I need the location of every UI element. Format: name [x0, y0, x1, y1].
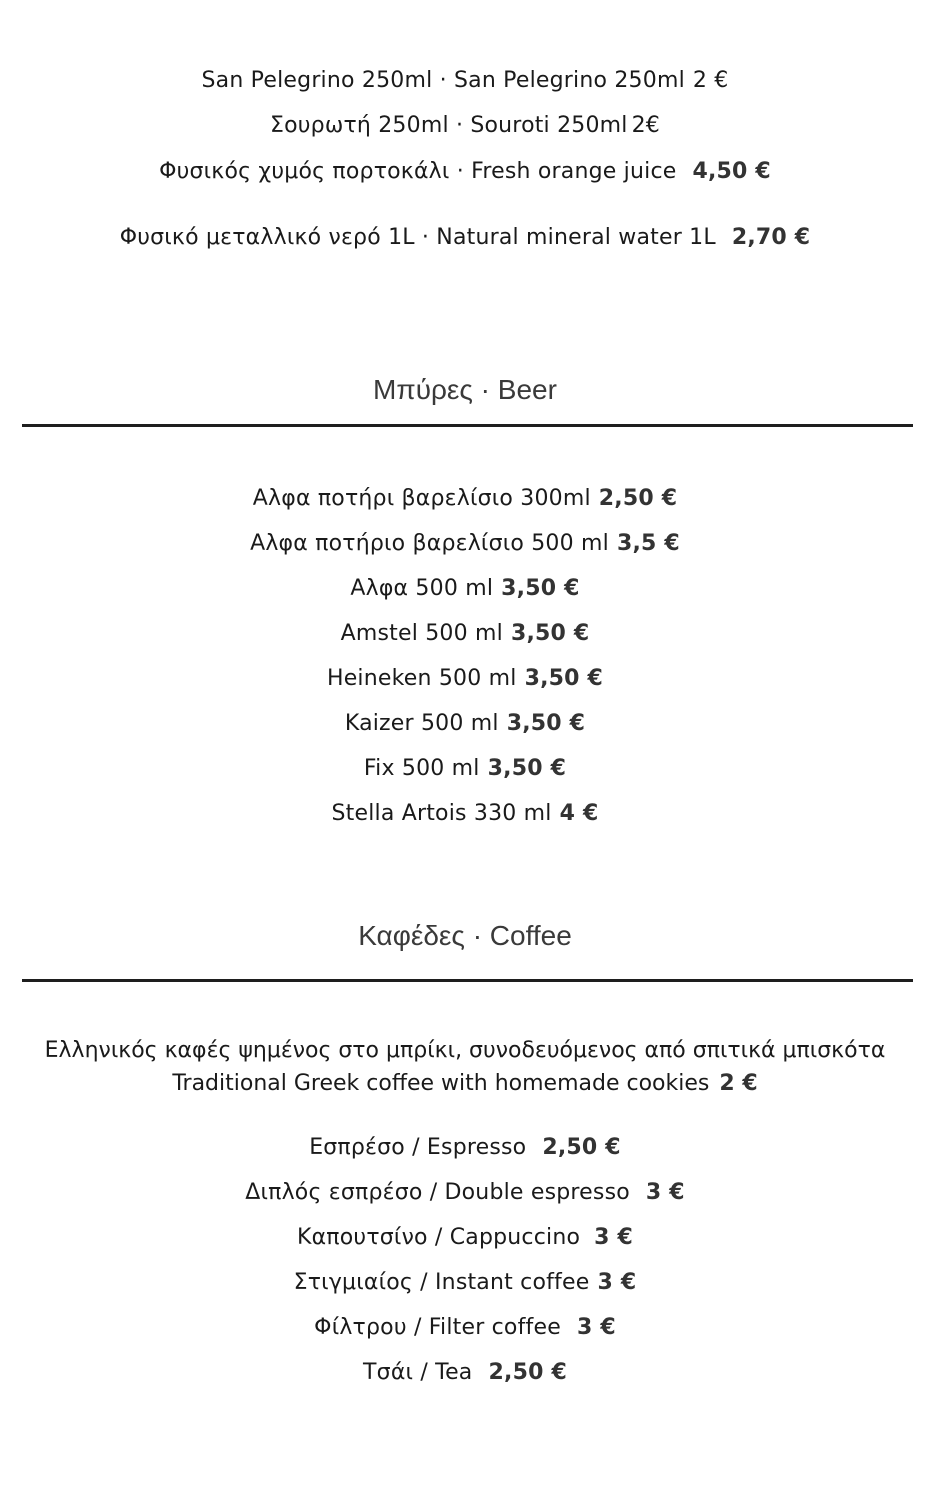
menu-item	[0, 709, 930, 739]
item-price: 2,50 €	[488, 1360, 567, 1385]
item-name: Σουρωτή 250ml · Souroti 250ml	[269, 113, 628, 138]
item-price: 3,50 €	[510, 621, 590, 646]
menu-item	[0, 1178, 930, 1208]
item-description-english: Traditional Greek coffee with homemade cookies	[172, 1071, 710, 1096]
menu-item	[0, 619, 930, 649]
item-price: 4,50 €	[692, 159, 771, 184]
menu-item	[0, 1358, 930, 1388]
item-price: 2€	[631, 113, 661, 138]
menu-item	[0, 111, 930, 141]
item-price: 3,50 €	[487, 756, 567, 781]
item-price: 3,5 €	[616, 531, 680, 556]
item-name: Εσπρέσο / Espresso	[309, 1135, 527, 1160]
menu-item	[0, 66, 930, 96]
menu-item-greek-coffee	[0, 1034, 930, 1100]
menu-item	[0, 1268, 930, 1298]
item-price: 2 €	[719, 1071, 758, 1096]
item-name: Διπλός εσπρέσο / Double espresso	[245, 1180, 630, 1205]
item-price: 2,50 €	[542, 1135, 621, 1160]
menu-item	[0, 1223, 930, 1253]
menu-item	[0, 1133, 930, 1163]
item-price: 4 €	[559, 801, 599, 826]
menu-item	[0, 754, 930, 784]
section-heading-coffee: Καφέδες · Coffee	[358, 920, 572, 951]
item-description-greek: Ελληνικός καφές ψημένος στο μπρίκι, συνοδευόμενος από σπιτικά μπισκότα	[44, 1038, 886, 1063]
item-price: 3,50 €	[524, 666, 604, 691]
item-name: San Pelegrino 250ml · San Pelegrino 250ml	[201, 68, 685, 93]
section-heading-beer: Μπύρες · Beer	[373, 374, 557, 405]
item-name: Φυσικός χυμός πορτοκάλι · Fresh orange juice	[159, 159, 677, 184]
item-name: Στιγμιαίος / Instant coffee	[293, 1270, 590, 1295]
item-name: Heineken 500 ml	[326, 666, 517, 691]
item-name: Αλφα 500 ml	[350, 576, 494, 601]
menu-item	[0, 799, 930, 829]
item-price: 3 €	[597, 1270, 637, 1295]
menu-item	[0, 664, 930, 694]
item-price: 3 €	[594, 1225, 634, 1250]
menu-item	[0, 574, 930, 604]
menu-item	[0, 484, 930, 514]
item-price: 2 €	[692, 68, 729, 93]
item-price: 2,70 €	[731, 225, 811, 250]
item-name: Καπουτσίνο / Cappuccino	[296, 1225, 581, 1250]
item-name: Stella Artois 330 ml	[331, 801, 552, 826]
section-divider	[22, 979, 913, 982]
item-price: 3 €	[645, 1180, 685, 1205]
item-name: Φίλτρου / Filter coffee	[314, 1315, 561, 1340]
item-name: Amstel 500 ml	[340, 621, 503, 646]
menu-item	[0, 157, 930, 187]
section-divider	[22, 424, 913, 427]
menu-item	[0, 1313, 930, 1343]
menu-item	[0, 223, 930, 253]
item-price: 2,50 €	[598, 486, 678, 511]
item-name: Αλφα ποτήρι βαρελίσιο 300ml	[252, 486, 591, 511]
menu-item	[0, 529, 930, 559]
item-name: Fix 500 ml	[363, 756, 480, 781]
item-price: 3,50 €	[506, 711, 586, 736]
item-name: Αλφα ποτήριο βαρελίσιο 500 ml	[250, 531, 609, 556]
item-name: Φυσικό μεταλλικό νερό 1L · Natural mineral water 1L	[119, 225, 716, 250]
item-name: Τσάι / Tea	[363, 1360, 473, 1385]
item-price: 3 €	[576, 1315, 616, 1340]
item-price: 3,50 €	[501, 576, 580, 601]
item-name: Kaizer 500 ml	[344, 711, 499, 736]
